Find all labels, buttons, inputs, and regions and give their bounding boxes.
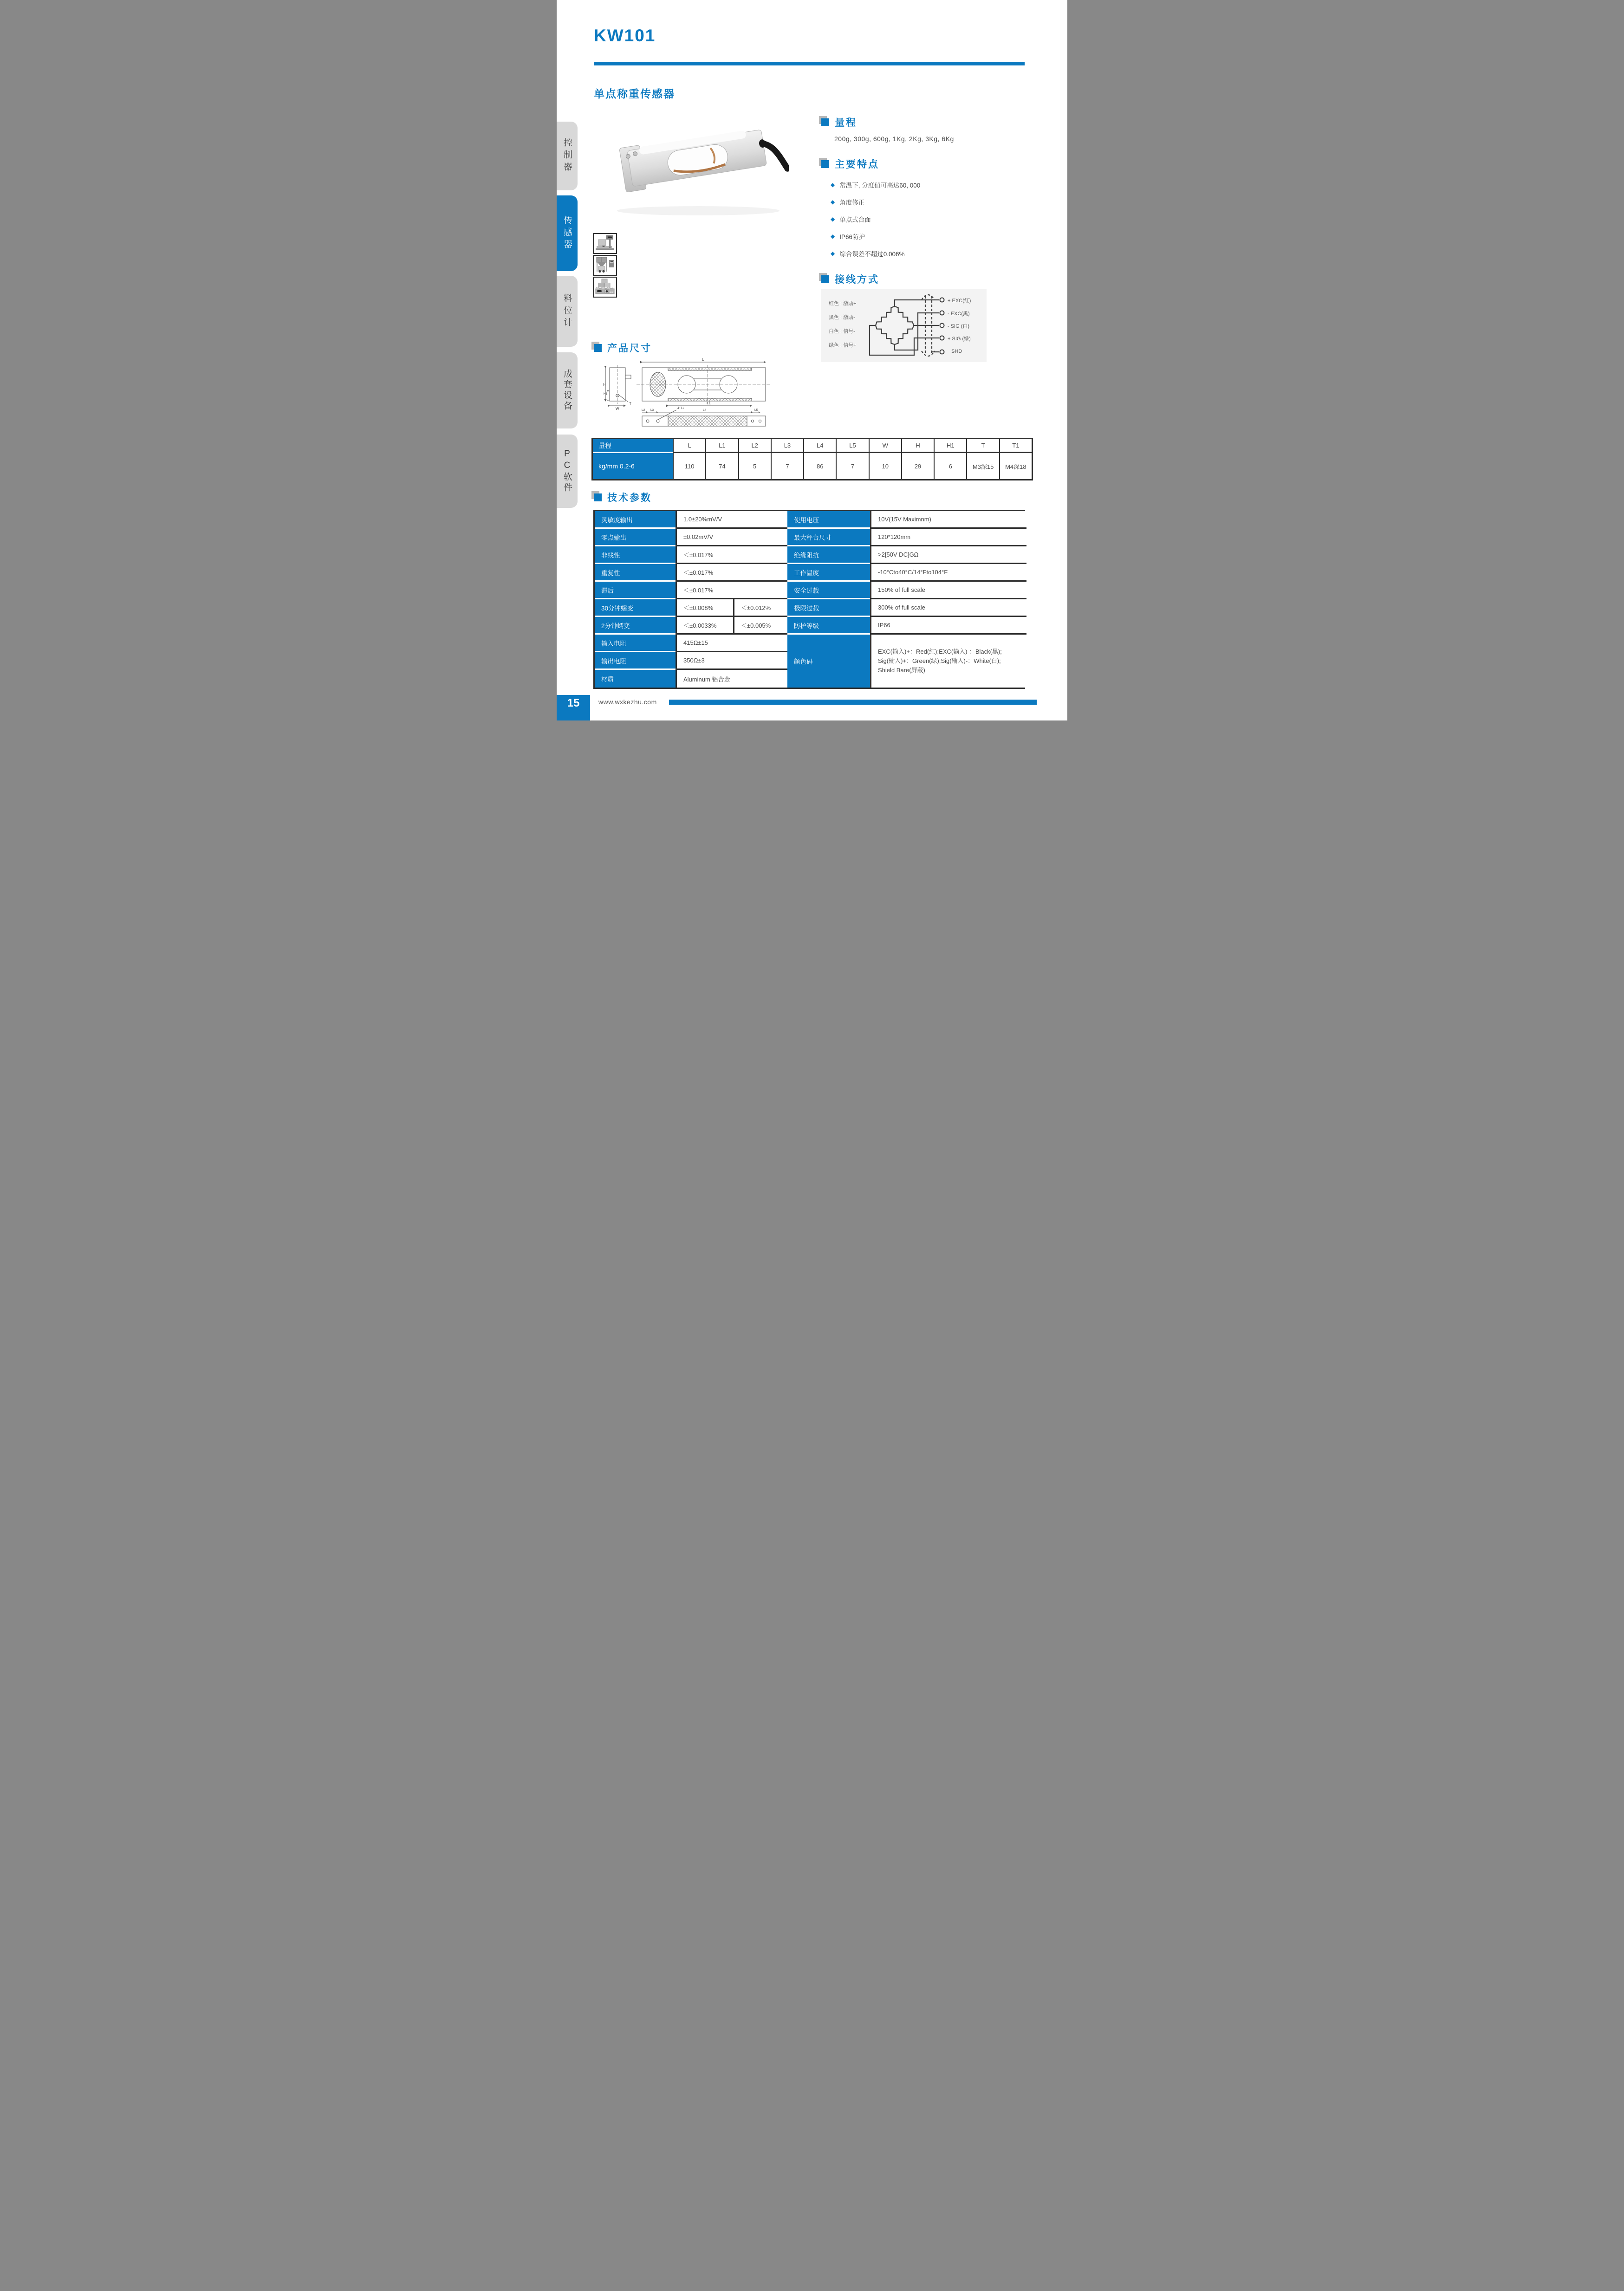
spec-label: 使用电压: [787, 511, 870, 529]
dim-table-cell: 5: [738, 453, 771, 479]
dim-table-header-cell: H: [901, 439, 934, 453]
wire-label: 白色 : 信号-: [829, 329, 855, 334]
spec-value: ＜±0.0033%: [676, 617, 733, 635]
dimension-drawing: [603, 357, 784, 427]
diamond-bullet-icon: ◆: [831, 250, 835, 257]
bench-scale-icon: [594, 234, 616, 253]
spec-value: ＜±0.008%: [676, 599, 733, 617]
wire-sig-plus: [870, 325, 939, 355]
spec-value: ＜±0.017%: [676, 582, 787, 599]
dim-label-T: T: [629, 402, 631, 406]
spec-label: 重复性: [595, 564, 676, 582]
dim-table-header-cell: 量程: [593, 439, 673, 453]
spec-value: 350Ω±3: [676, 652, 787, 670]
section-title: 量程: [835, 117, 857, 128]
section-marker-icon: [821, 160, 829, 168]
sidebar-tab-equipment-sets: 成套设备: [557, 352, 578, 428]
dim-table-header-cell: L2: [738, 439, 771, 453]
section-header-dimensions: [594, 341, 652, 355]
spec-value: >2[50V DC]GΩ: [870, 546, 1026, 564]
spec-value: IP66: [870, 617, 1026, 635]
color-code-line: Sig(输入)+：Green(绿);Sig(输入)-：White(白);: [878, 657, 1001, 664]
dim-label-H: H: [603, 383, 606, 387]
page-number-block: [557, 695, 590, 720]
color-code-line: EXC(输入)+：Red(红);EXC(输入)-：Black(黑);: [878, 648, 1002, 655]
section-marker-icon: [594, 493, 602, 501]
product-photo: [603, 108, 789, 221]
terminal-label: - EXC(黑): [948, 311, 970, 317]
spec-label: 绝缘阻抗: [787, 546, 870, 564]
dim-table-header-cell: L3: [771, 439, 803, 453]
spec-value: ＜±0.017%: [676, 546, 787, 564]
website-url: www.wxkezhu.com: [598, 698, 657, 706]
spec-value: ＜±0.012%: [733, 599, 787, 617]
spec-label: 防护等级: [787, 617, 870, 635]
spec-label: 2分钟蠕变: [595, 617, 676, 635]
feature-item: [831, 232, 865, 241]
diamond-bullet-icon: ◆: [831, 216, 835, 222]
spec-label: 非线性: [595, 546, 676, 564]
spec-label-color-code: 颜色码: [787, 635, 870, 688]
dim-table-cell: 110: [673, 453, 705, 479]
sidebar-tab-controllers: 控制器: [557, 122, 578, 190]
section-title: 技术参数: [607, 493, 652, 503]
wire-label: 黑色 : 激励-: [829, 315, 855, 320]
page-title: KW101: [594, 26, 656, 45]
datasheet-page: [557, 0, 1067, 720]
spec-value: -10°Cto40°C/14°Fto104°F: [870, 564, 1026, 582]
spec-label: 极限过载: [787, 599, 870, 617]
feature-text: 角度修正: [839, 199, 865, 206]
page-number: 15: [567, 697, 580, 709]
feature-item: [831, 197, 864, 207]
feature-text: 综合误差不超过0.006%: [839, 251, 905, 258]
spec-label: 工作温度: [787, 564, 870, 582]
feature-item: [831, 249, 905, 258]
feature-text: 常温下, 分度值可高达60, 000: [839, 182, 921, 189]
spec-value: 120*120mm: [870, 529, 1026, 546]
section-title: 产品尺寸: [607, 343, 652, 354]
section-marker-icon: [821, 118, 829, 126]
dim-label-L5: L5: [754, 409, 758, 412]
application-icon-box: [593, 277, 617, 298]
terminal-label: + EXC(红): [948, 298, 971, 304]
dim-table-header-cell: L: [673, 439, 705, 453]
section-marker-icon: [821, 275, 829, 283]
dim-table-header-cell: T1: [999, 439, 1032, 453]
terminal-label: - SIG (白): [948, 324, 970, 329]
hopper-scale-icon: [594, 256, 616, 275]
section-header-range: [821, 115, 857, 129]
diamond-bullet-icon: ◆: [831, 182, 835, 188]
sidebar-tab-sensors: 传感器: [557, 195, 578, 271]
spec-value: 150% of full scale: [870, 582, 1026, 599]
feature-text: 单点式台面: [839, 216, 871, 223]
diamond-bullet-icon: ◆: [831, 199, 835, 205]
dim-table-header-cell: W: [869, 439, 901, 453]
title-divider: [594, 62, 1025, 65]
dim-table-header-cell: L4: [803, 439, 836, 453]
diamond-bullet-icon: ◆: [831, 233, 835, 240]
wire-label: 绿色 : 信号+: [829, 343, 857, 348]
spec-label: 输入电阻: [595, 635, 676, 652]
spec-value: 415Ω±15: [676, 635, 787, 652]
dim-label-L4: L4: [703, 409, 707, 412]
dim-label-L2: L2: [642, 409, 645, 412]
spec-label: 材质: [595, 670, 676, 688]
spec-label: 30分钟蠕变: [595, 599, 676, 617]
spec-value: ＜±0.005%: [733, 617, 787, 635]
section-header-features: [821, 157, 879, 171]
dim-table-header-cell: L5: [836, 439, 868, 453]
feature-item: [831, 214, 871, 224]
dim-table-header-cell: T: [966, 439, 999, 453]
dim-table-cell: 29: [901, 453, 934, 479]
spec-label: 零点输出: [595, 529, 676, 546]
spec-value-color-code: [870, 635, 1026, 688]
spec-label: 输出电阻: [595, 652, 676, 670]
spec-value: 300% of full scale: [870, 599, 1026, 617]
section-header-specs: [594, 490, 652, 504]
dim-table-cell: 6: [934, 453, 966, 479]
section-marker-icon: [594, 344, 602, 352]
dim-table-cell: 10: [869, 453, 901, 479]
dimension-table: [591, 438, 1033, 480]
sensor-cable: [762, 140, 787, 172]
dim-table-header-cell: H1: [934, 439, 966, 453]
color-code-line: Shield Bare(屏蔽): [878, 667, 925, 674]
dim-table-header-cell: L1: [705, 439, 738, 453]
terminal-circles: [940, 298, 944, 354]
section-header-wiring: [821, 272, 879, 286]
dim-label-W: W: [616, 407, 619, 411]
section-title: 主要特点: [835, 159, 879, 170]
checkweigher-icon: [594, 278, 616, 297]
dim-table-cell: 86: [803, 453, 836, 479]
spec-value: 1.0±20%mV/V: [676, 511, 787, 529]
spec-value: Aluminum 铝合金: [676, 670, 787, 688]
dim-table-cell: 74: [705, 453, 738, 479]
product-subtitle: 单点称重传感器: [594, 88, 675, 100]
feature-item: [831, 180, 920, 189]
spec-value: 10V(15V Maximnm): [870, 511, 1026, 529]
wire-label: 红色 : 激励+: [829, 301, 857, 306]
sidebar-tab-pc-software: PC软件: [557, 435, 578, 508]
footer-bar: [669, 700, 1037, 705]
spec-label: 最大秤台尺寸: [787, 529, 870, 546]
photo-shadow: [617, 206, 780, 215]
wiring-diagram-box: [821, 289, 987, 362]
application-icon-box: [593, 233, 617, 254]
wheatstone-bridge: [876, 306, 914, 344]
dim-label-L3: L3: [650, 409, 654, 412]
spec-label: 灵敏度输出: [595, 511, 676, 529]
range-values: 200g, 300g, 600g, 1Kg, 2Kg, 3Kg, 6Kg: [834, 135, 954, 143]
dim-label-L: L: [702, 357, 704, 362]
dim-table-cell: 7: [771, 453, 803, 479]
terminal-label: + SIG (绿): [948, 336, 971, 342]
dim-table-cell: M4深18: [999, 453, 1032, 479]
dim-label-L1: L1: [707, 401, 711, 405]
terminal-label: SHD: [951, 349, 962, 354]
dim-table-row-label: kg/mm 0.2-6: [593, 453, 673, 479]
dim-table-cell: 7: [836, 453, 868, 479]
spec-value: ＜±0.017%: [676, 564, 787, 582]
feature-text: IP66防护: [839, 234, 865, 240]
application-icon-box: [593, 255, 617, 276]
section-title: 接线方式: [835, 274, 879, 285]
dim-label-H1: H1: [604, 392, 608, 396]
dim-label-4T1: 4-T1: [677, 407, 684, 410]
dim-table-cell: M3深15: [966, 453, 999, 479]
sidebar-tab-level-meters: 料位计: [557, 276, 578, 347]
spec-value: ±0.02mV/V: [676, 529, 787, 546]
spec-label: 滞后: [595, 582, 676, 599]
spec-label: 安全过载: [787, 582, 870, 599]
spec-table: [593, 510, 1025, 689]
